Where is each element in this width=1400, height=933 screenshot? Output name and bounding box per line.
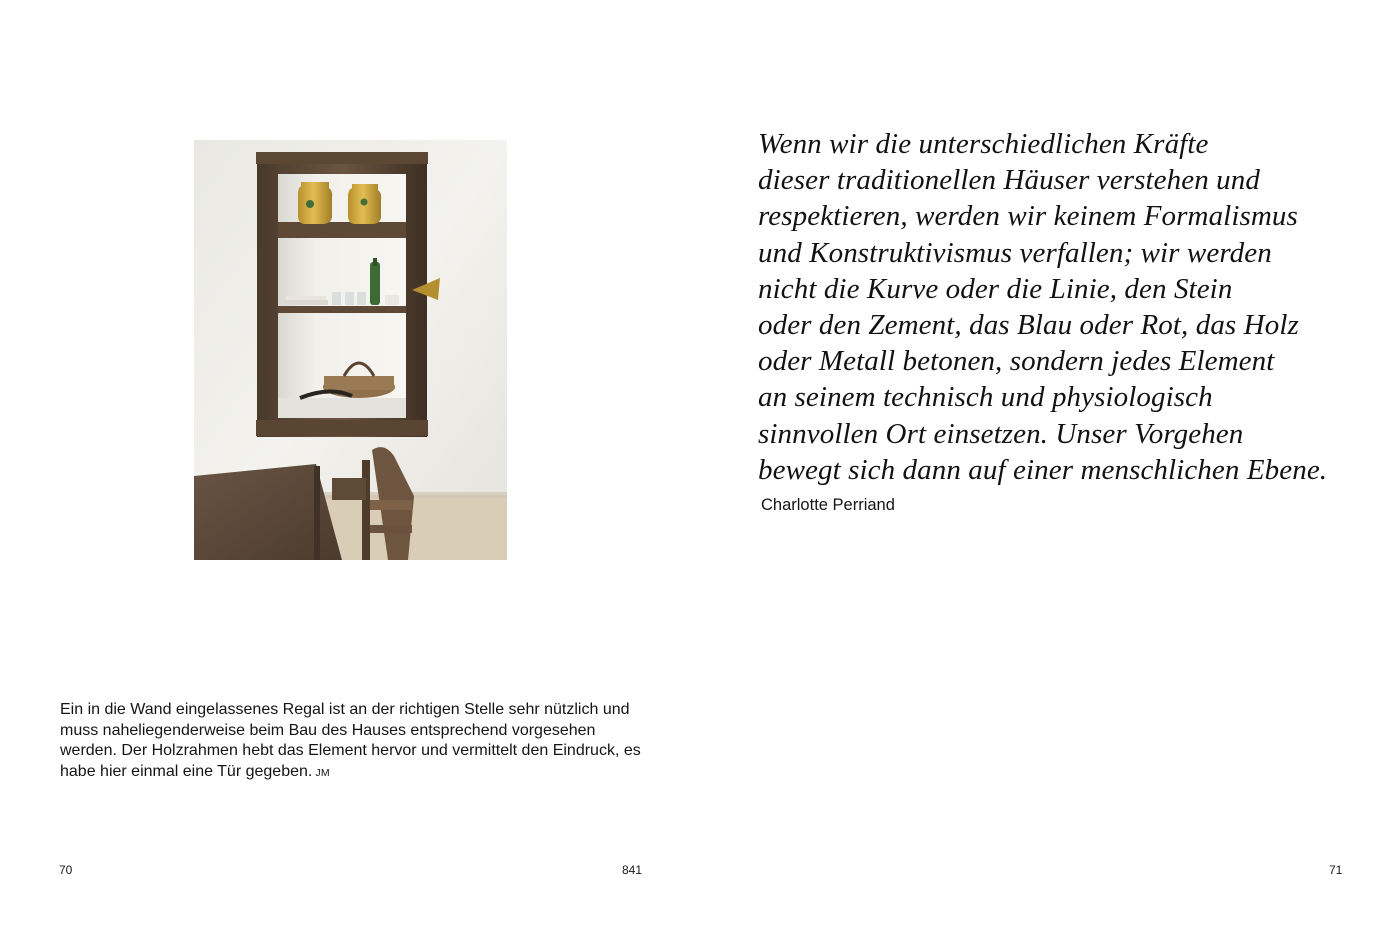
caption-initials: JM — [315, 766, 330, 779]
quote-line: nicht die Kurve oder die Linie, den Stein — [758, 272, 1233, 305]
page-number-center: 841 — [622, 863, 643, 877]
caption-text: Ein in die Wand eingelassenes Regal ist an der richtigen Stelle sehr nützlich und muss naheliegenderweise beim Bau des Hauses entsprechend vorgesehen werden. Der Holzrahmen hebt das Element hervor und vermittelt den Eindruck, es habe hier einmal eine Tür gegeben. — [60, 701, 641, 780]
quote-line: und Konstruktivismus verfallen; wir werden — [758, 236, 1272, 269]
quote-line: oder den Zement, das Blau oder Rot, das Holz — [758, 309, 1299, 342]
quote-line: dieser traditionellen Häuser verstehen und — [758, 164, 1260, 197]
quote-block — [758, 126, 1378, 488]
quote-author: Charlotte Perriand — [761, 496, 895, 514]
quote-line: Wenn wir die unterschiedlichen Kräfte — [758, 128, 1209, 160]
quote-line: sinnvollen Ort einsetzen. Unser Vorgehen — [758, 417, 1244, 450]
quote-line: oder Metall betonen, sondern jedes Element — [758, 345, 1275, 378]
quote-line: respektieren, werden wir keinem Formalismus — [758, 200, 1298, 233]
quote-line: an seinem technisch und physiologisch — [758, 381, 1213, 414]
page-number-right: 71 — [1329, 863, 1343, 877]
photo-caption — [60, 700, 650, 783]
wall-shelf-photo — [194, 140, 507, 560]
quote-line: bewegt sich dann auf einer menschlichen Ebene. — [758, 453, 1328, 486]
photo-illustration — [194, 140, 507, 560]
page-number-left: 70 — [59, 863, 73, 877]
